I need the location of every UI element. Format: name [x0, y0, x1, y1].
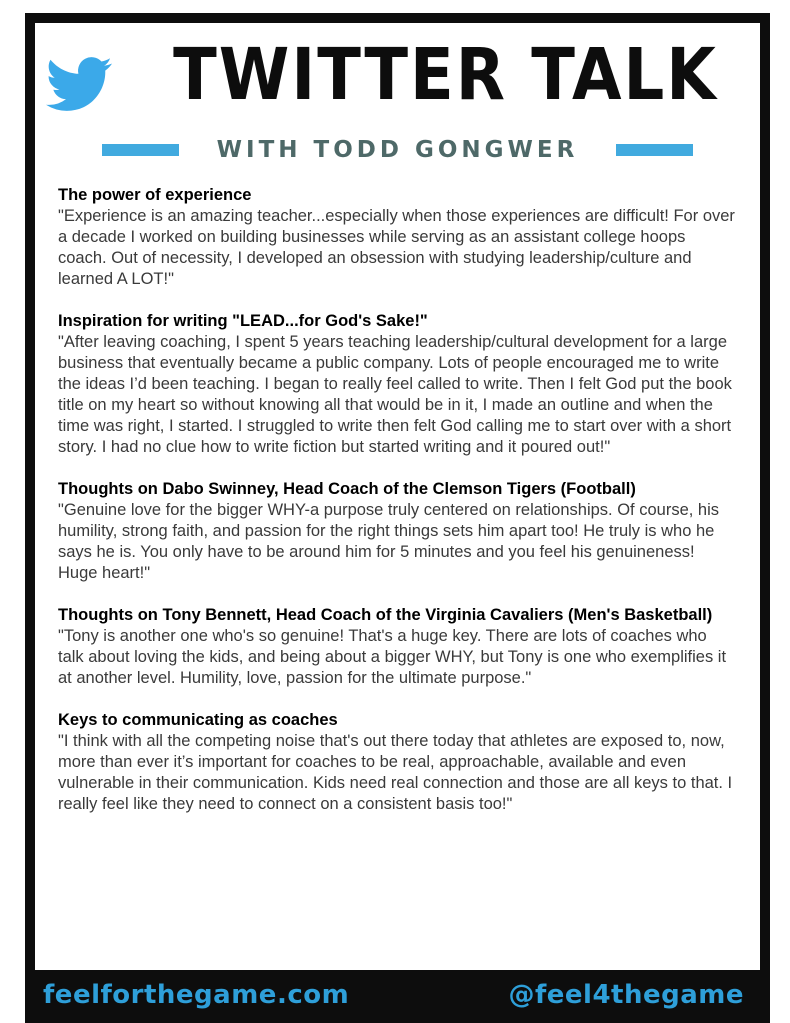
section-power-of-experience	[58, 185, 735, 290]
twitter-bird-icon	[39, 51, 119, 117]
footer-twitter-handle: @feel4thegame	[508, 979, 744, 1010]
section-body: "Genuine love for the bigger WHY-a purpose truly centered on relationships. Of course, his humility, strong faith, and passion for the right things sets him apart too! He truly is who he says he is. You only have to be around him for 5 minutes and you feel his genuineness! Huge heart!"	[58, 501, 720, 582]
section-heading: Inspiration for writing "LEAD...for God's Sake!"	[58, 312, 428, 330]
footer-website: feelforthegame.com	[43, 979, 350, 1010]
section-body: "After leaving coaching, I spent 5 years teaching leadership/cultural development for a large business that eventually became a public company. Lots of people encouraged me to write the ideas I’d been teaching. I began to really feel called to write. Then I felt God put the book title on my heart so without knowing all that would be in it, I made an outline and when the time was right, I started. I struggled to write then felt God calling me to start over with a short story. I had no clue how to write fiction but started writing and it poured out!"	[58, 333, 732, 456]
section-body: "Experience is an amazing teacher...especially when those experiences are difficult! For over a decade I worked on building businesses while serving as an assistant college hoops coach. Out of necessity, I developed an obsession with studying leadership/culture and learned A LOT!"	[58, 207, 735, 288]
section-inspiration-for-writing	[58, 311, 735, 458]
poster-card	[25, 13, 770, 1023]
section-heading: Thoughts on Tony Bennett, Head Coach of the Virginia Cavaliers (Men's Basketball)	[58, 606, 713, 624]
section-dabo-swinney	[58, 479, 735, 584]
page-subtitle: WITH TODD GONGWER	[216, 137, 579, 163]
section-tony-bennett	[58, 605, 735, 689]
subtitle-row	[35, 137, 760, 163]
section-heading: The power of experience	[58, 186, 252, 204]
page-title: TWITTER TALK	[173, 34, 718, 118]
header	[35, 23, 760, 118]
section-heading: Keys to communicating as coaches	[58, 711, 338, 729]
qa-sections	[35, 185, 760, 970]
section-keys-to-communicating	[58, 710, 735, 815]
left-accent-bar	[102, 144, 179, 156]
right-accent-bar	[616, 144, 693, 156]
section-body: "I think with all the competing noise that's out there today that athletes are exposed to, now, more than ever it’s important for coaches to be real, approachable, available and even vulnerable in their communication. Kids need real connection and those are all keys to that. I really feel like they need to connect on a consistent basis too!"	[58, 732, 733, 813]
section-body: "Tony is another one who's so genuine! That's a huge key. There are lots of coaches who talk about loving the kids, and being about a bigger WHY, but Tony is one who exemplifies it at another level. Humility, love, passion for the ultimate purpose."	[58, 627, 727, 687]
section-heading: Thoughts on Dabo Swinney, Head Coach of the Clemson Tigers (Football)	[58, 480, 636, 498]
footer-bar	[25, 970, 770, 1023]
